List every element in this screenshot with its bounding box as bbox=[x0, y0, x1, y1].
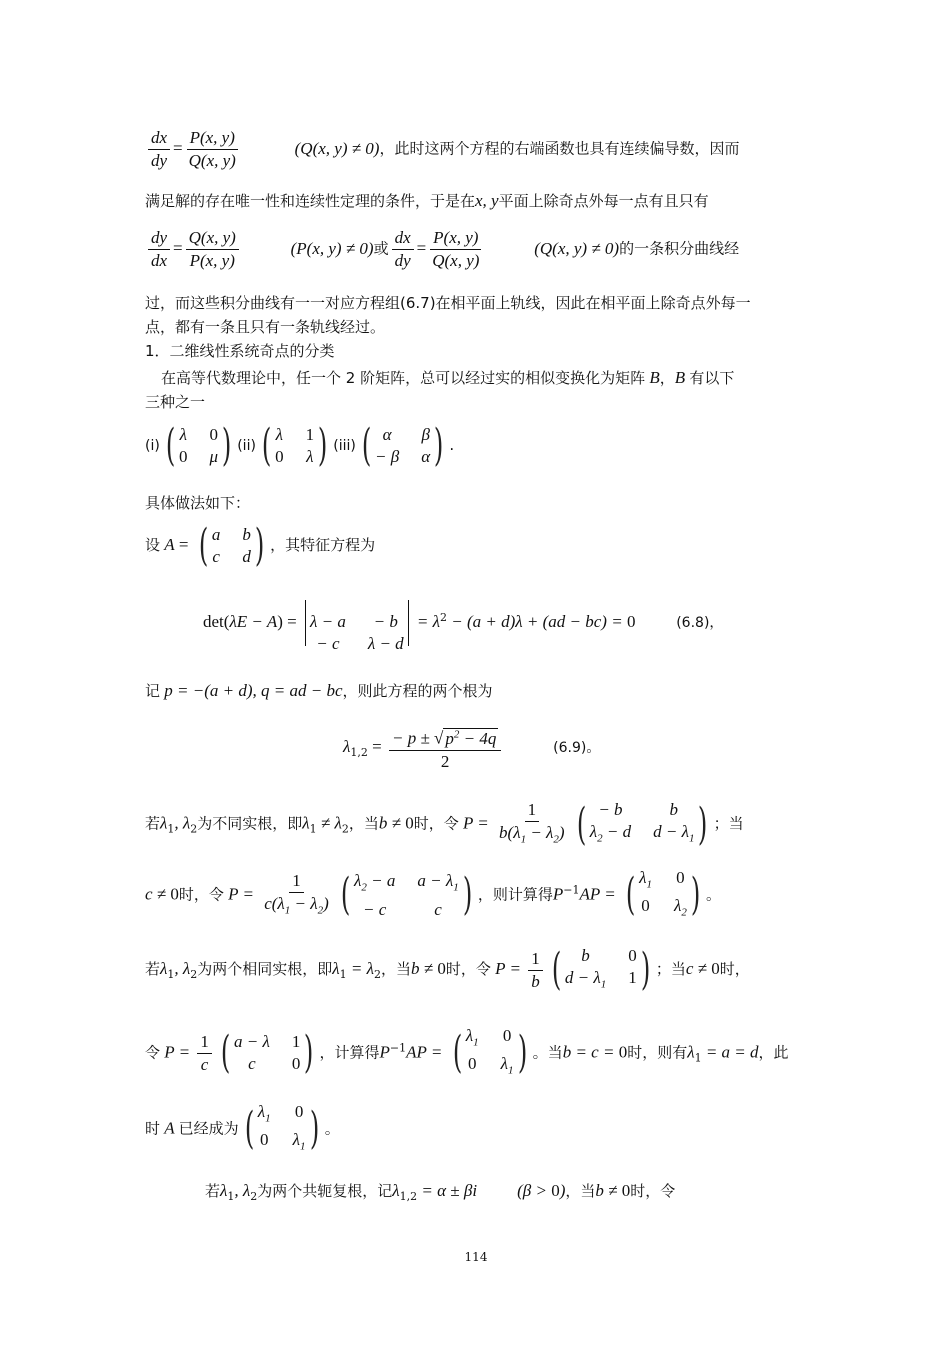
text-line-7: 三种之一 bbox=[145, 393, 206, 411]
canonical-matrices: (i) ( λ 0 0 μ ) (ii) ( λ 1 0 λ ) (iii) ( α β − β α ) . bbox=[145, 420, 455, 471]
text: 满足解的存在唯一性和连续性定理的条件，于是在 bbox=[145, 192, 476, 210]
matrix-A-definition: 设 A = ( a b c d ) ，其特征方程为 bbox=[145, 520, 376, 571]
equation-line-1: $\frac{dx}{dy}$ = $\frac{P(x, y)}{Q(x, y)}$ (Q(x, y) ≠ 0)，此时这两个方程的右端函数也具有连续偏导数，因而 bbox=[145, 128, 739, 171]
p-q-definition: 记 p = −(a + d), q = ad − bc，则此方程的两个根为 bbox=[145, 681, 493, 700]
roots-formula: $\lambda_{1,2}$ = $\frac{- p \pm √ p^2 - 4q}{2}$ (6.9)。 bbox=[343, 724, 600, 772]
text-line-2: 满足解的存在唯一性和连续性定理的条件，于是在x, y平面上除奇点外每一点有且只有 bbox=[145, 191, 709, 210]
distinct-roots-line-2: c ≠ 0时，令 P = $\frac{1}{c(\lambda_1 - \lambda_2)}$ ( $\lambda_2 - a$ $a - \lambda_1$ − c c ) ，则计算得$P^{-1}AP$ = ( $\lambda_1$ 0 0 $\lambda_2$ ) 。 bbox=[145, 868, 722, 921]
characteristic-equation: det(λE − A) = λ − a − b − c λ − d = $\lambda^2 - (a + d)\lambda + (ad - bc) = 0$ (6.8)， bbox=[203, 600, 723, 654]
complex-roots-line: 若$\lambda_1$, $\lambda_2$为两个共轭复根，记$\lambda_{1,2} = \alpha \pm \beta i$ (β > 0)，当b ≠ 0时，令 bbox=[205, 1181, 676, 1203]
page-number: 114 bbox=[464, 1250, 488, 1264]
equal-roots-line: 若$\lambda_1$, $\lambda_2$为两个相同实根，即$\lambda_1 = \lambda_2$，当b ≠ 0时，令 P = $\frac{1}{b}$ ( b 0 $d - \lambda_1$ 1 ) ；当c ≠ 0时， bbox=[145, 944, 750, 996]
text-line-8: 具体做法如下： bbox=[145, 494, 251, 512]
text: 平面上除奇点外每一点有且只有 bbox=[498, 192, 709, 210]
section-heading: 1．二维线性系统奇点的分类 bbox=[145, 342, 335, 360]
text-line-6: 在高等代数理论中，任一个 2 阶矩阵，总可以经过实的相似变换化为矩阵 B，B 有以下 bbox=[161, 368, 735, 387]
equation-line-3: $\frac{dy}{dx}$ = $\frac{Q(x, y)}{P(x, y)}$ (P(x, y) ≠ 0)或 $\frac{dx}{dy}$ = $\frac{P(x, y)}{Q(x, y)}$ (Q(x, y) ≠ 0)的一条积分曲线经 bbox=[145, 228, 739, 271]
text: 的一条积分曲线经 bbox=[619, 239, 740, 258]
distinct-roots-line: 若$\lambda_1$, $\lambda_2$为不同实根，即$\lambda_1 \ne \lambda_2$，当b ≠ 0时，令 P = $\frac{1}{b(\lambda_1 - \lambda_2)}$ ( − b b $\lambda_2 - d$ $d - \lambda_1$ ) ；当 bbox=[145, 798, 744, 850]
text-line-5: 点，都有一条且只有一条轨线经过。 bbox=[145, 318, 386, 336]
text-line-4: 过，而这些积分曲线有一一对应方程组(6.7)在相平面上轨线，因此在相平面上除奇点外每一 bbox=[145, 294, 751, 312]
text: 或 bbox=[373, 239, 389, 258]
text: ，此时这两个方程的右端函数也具有连续偏导数，因而 bbox=[379, 139, 740, 158]
equal-roots-line-2: 令 P = $\frac{1}{c}$ ( a − λ 1 c 0 ) ，计算得$P^{-1}AP$ = ( $\lambda_1$ 0 0 $\lambda_1$ ) 。当b = c = 0时，则有$\lambda_1 = a = d$，此 bbox=[145, 1026, 789, 1079]
equal-roots-line-3: 时 A 已经成为 ( $\lambda_1$ 0 0 $\lambda_1$ ) 。 bbox=[145, 1102, 340, 1155]
